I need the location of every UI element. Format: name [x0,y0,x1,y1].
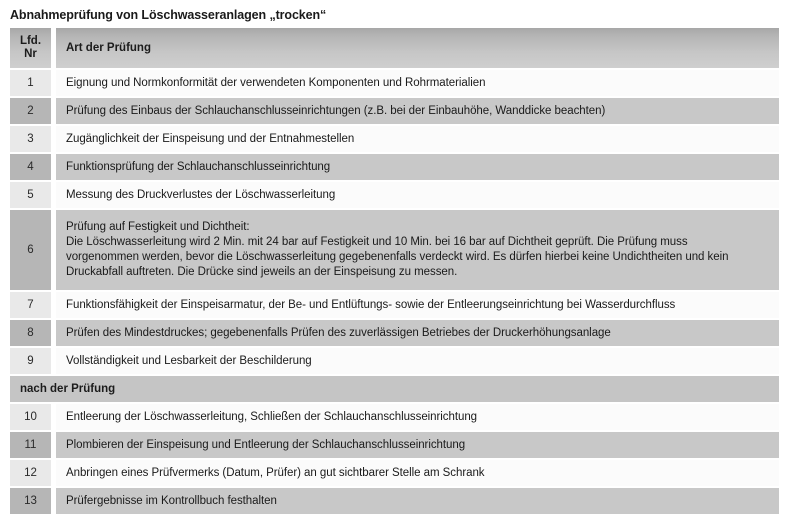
row-description-cell: Prüfen des Mindestdruckes; gegebenenfalls Prüfen des zuverlässigen Betriebes der Druckerhöhungsanlage [56,320,779,346]
row-description-line: Prüfung auf Festigkeit und Dichtheit: [66,221,250,233]
row-description-cell: Zugänglichkeit der Einspeisung und der Entnahmestellen [56,126,779,152]
row-number-cell: 7 [10,292,51,318]
row-description-cell: Entleerung der Löschwasserleitung, Schließen der Schlauchanschlusseinrichtung [56,404,779,430]
section-header-label: nach der Prüfung [10,376,779,402]
row-description-line: Die Löschwasserleitung wird 2 Min. mit 24 bar auf Festigkeit und 10 Min. bei 16 bar auf Dichtheit geprüft. Die Prüfung muss [66,236,688,248]
row-description-cell: Eignung und Normkonformität der verwendeten Komponenten und Rohrmaterialien [56,70,779,96]
table-row [10,210,779,290]
table-row [10,126,779,152]
row-number-cell: 3 [10,126,51,152]
row-description-line: vorgenommen werden, bevor die Löschwasserleitung gegebenenfalls verdeckt wird. Es dürfen hierbei keine Undichtheiten und kein [66,251,729,263]
row-number-cell: 5 [10,182,51,208]
row-description-cell: Funktionsprüfung der Schlauchanschlusseinrichtung [56,154,779,180]
row-number-cell: 9 [10,348,51,374]
table-body-after-section [10,402,779,514]
row-description-cell: Prüfergebnisse im Kontrollbuch festhalten [56,488,779,514]
table-row [10,292,779,318]
table-section-band-body [10,374,779,402]
row-description-cell: Vollständigkeit und Lesbarkeit der Beschilderung [56,348,779,374]
row-number-cell: 11 [10,432,51,458]
row-description-cell: Messung des Druckverlustes der Löschwasserleitung [56,182,779,208]
row-description-cell [56,210,779,290]
table-row [10,154,779,180]
row-description-line: Druckabfall auftreten. Die Drücke sind jeweils an der Einspeisung zu messen. [66,266,458,278]
table-header [10,28,779,68]
row-number-cell: 10 [10,404,51,430]
row-number-cell: 8 [10,320,51,346]
table-row [10,320,779,346]
row-number-cell: 1 [10,70,51,96]
page-title: Abnahmeprüfung von Löschwasseranlagen „trocken“ [10,8,327,22]
row-number-cell: 12 [10,460,51,486]
column-header-number [10,28,51,68]
table-body-before-section [10,68,779,374]
inspection-table [10,28,779,514]
row-description-cell: Anbringen eines Prüfvermerks (Datum, Prüfer) an gut sichtbarer Stelle am Schrank [56,460,779,486]
row-description-cell: Plombieren der Einspeisung und Entleerung der Schlauchanschlusseinrichtung [56,432,779,458]
table-row [10,182,779,208]
row-number-cell: 4 [10,154,51,180]
row-number-cell: 6 [10,210,51,290]
row-number-cell: 13 [10,488,51,514]
row-description-cell: Prüfung des Einbaus der Schlauchanschlusseinrichtungen (z.B. bei der Einbauhöhe, Wanddicke beachten) [56,98,779,124]
table-row [10,432,779,458]
column-header-number-line1: Lfd. [19,35,42,47]
table-row [10,460,779,486]
table-row [10,404,779,430]
table-row [10,70,779,96]
row-number-cell: 2 [10,98,51,124]
inspection-table-wrapper [10,28,779,514]
table-row [10,348,779,374]
column-header-number-line2: Nr [24,48,37,60]
table-row [10,488,779,514]
row-description-cell: Funktionsfähigkeit der Einspeisarmatur, der Be- und Entlüftungs- sowie der Entleerungseinrichtung bei Wasserdurchfluss [56,292,779,318]
table-row [10,98,779,124]
section-header-row [10,376,779,402]
column-header-description: Art der Prüfung [56,28,779,68]
table-header-row [10,28,779,68]
